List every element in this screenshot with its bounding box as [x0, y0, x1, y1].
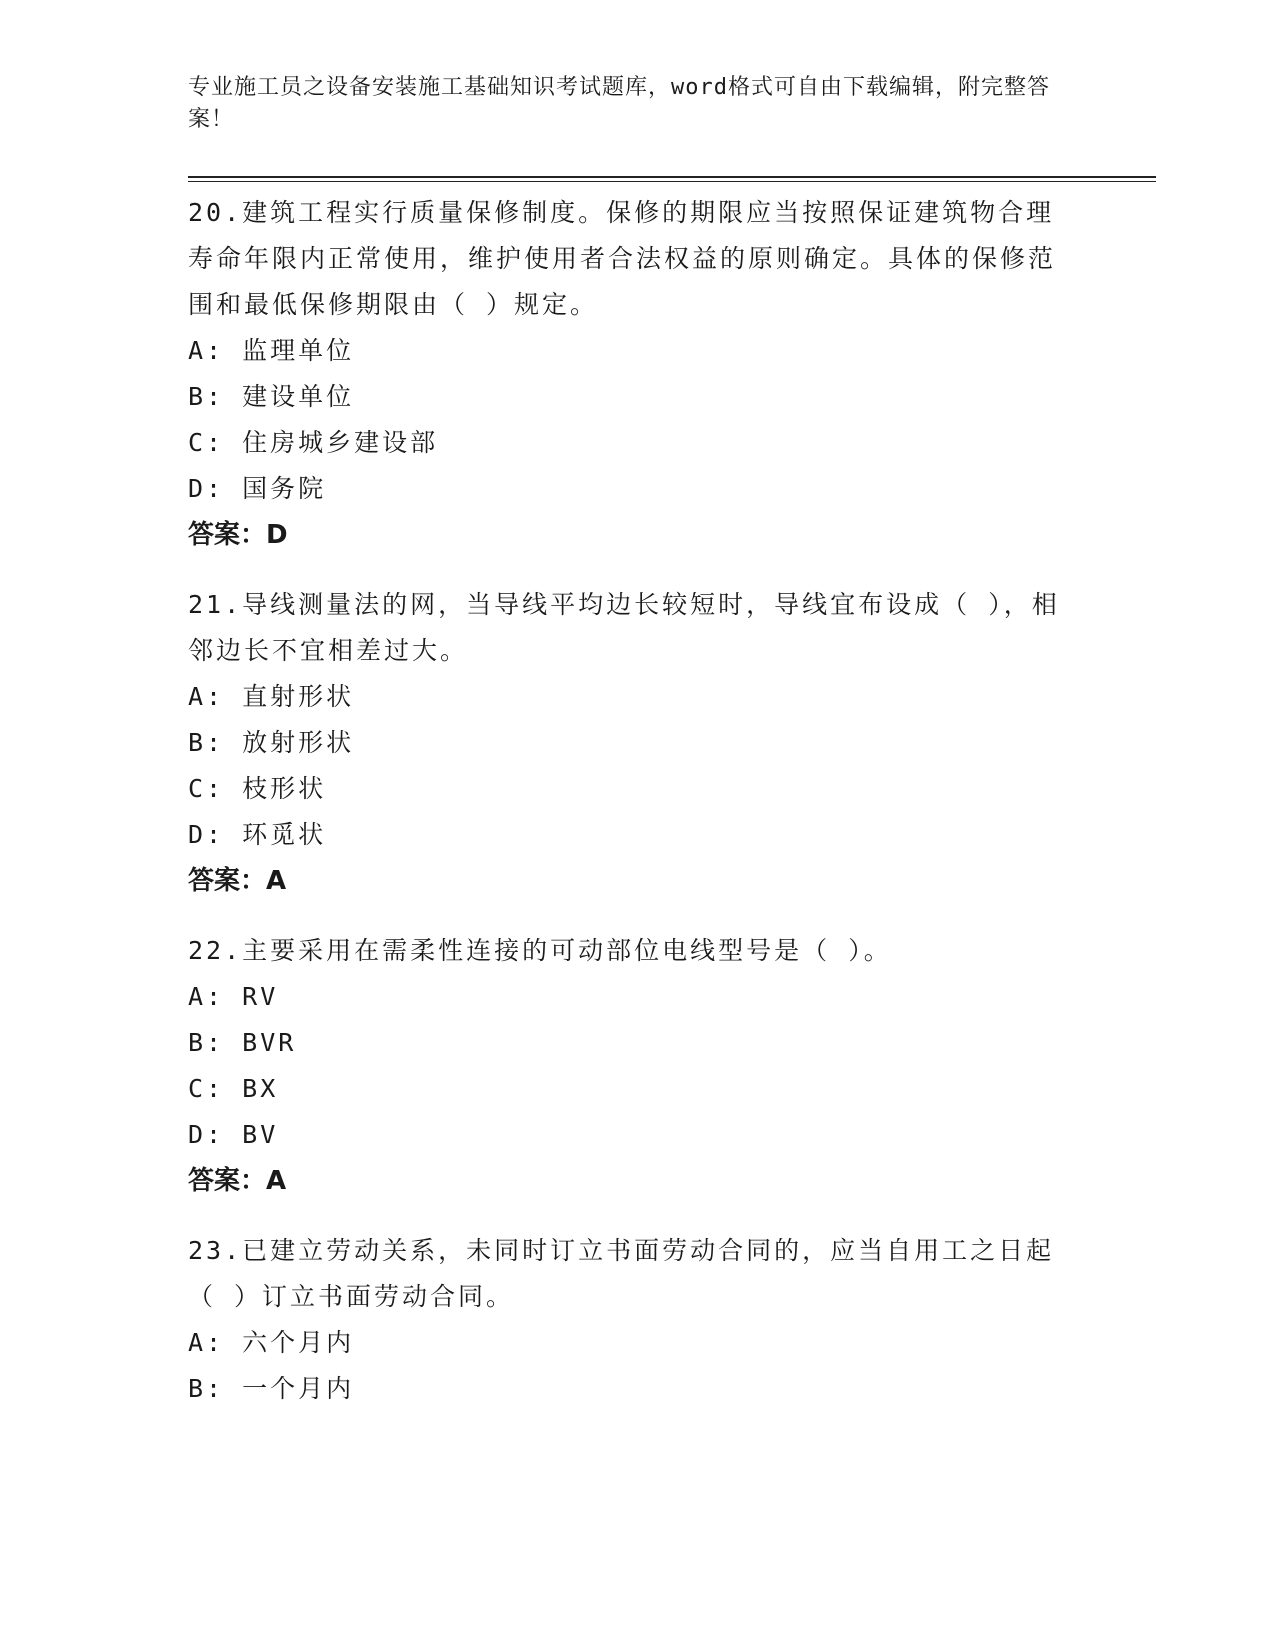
- option-c: C: BX: [188, 1074, 279, 1103]
- document-header: 专业施工员之设备安装施工基础知识考试题库，word格式可自由下载编辑，附完整答案！: [188, 75, 1050, 132]
- option-b: B: 一个月内: [188, 1374, 355, 1403]
- option-b: B: BVR: [188, 1028, 297, 1057]
- question-list: [188, 190, 1068, 1436]
- question-stem: 23.已建立劳动关系，未同时订立书面劳动合同的，应当自用工之日起（ ）订立书面劳动合同。: [188, 1236, 1055, 1311]
- answer-line: 答案：A: [188, 1166, 287, 1196]
- header-divider: [188, 176, 1156, 182]
- question-stem: 22.主要采用在需柔性连接的可动部位电线型号是（ ）。: [188, 936, 892, 965]
- option-d: D: 国务院: [188, 474, 327, 503]
- option-a: A: 监理单位: [188, 336, 355, 365]
- question-stem: 21.导线测量法的网，当导线平均边长较短时，导线宜布设成（ ），相邻边长不宜相差过大。: [188, 590, 1060, 665]
- option-a: A: 直射形状: [188, 682, 355, 711]
- answer-line: 答案：A: [188, 866, 287, 896]
- option-d: D: BV: [188, 1120, 279, 1149]
- option-b: B: 建设单位: [188, 382, 355, 411]
- question-stem: 20.建筑工程实行质量保修制度。保修的期限应当按照保证建筑物合理寿命年限内正常使用，维护使用者合法权益的原则确定。具体的保修范围和最低保修期限由（ ）规定。: [188, 198, 1057, 319]
- question-20: [188, 190, 1068, 558]
- option-a: A: 六个月内: [188, 1328, 355, 1357]
- answer-line: 答案：D: [188, 520, 288, 550]
- option-c: C: 住房城乡建设部: [188, 428, 439, 457]
- question-23: [188, 1228, 1068, 1412]
- question-22: [188, 928, 1068, 1204]
- option-b: B: 放射形状: [188, 728, 355, 757]
- option-a: A: RV: [188, 982, 279, 1011]
- option-d: D: 环觅状: [188, 820, 327, 849]
- question-21: [188, 582, 1068, 904]
- option-c: C: 枝形状: [188, 774, 327, 803]
